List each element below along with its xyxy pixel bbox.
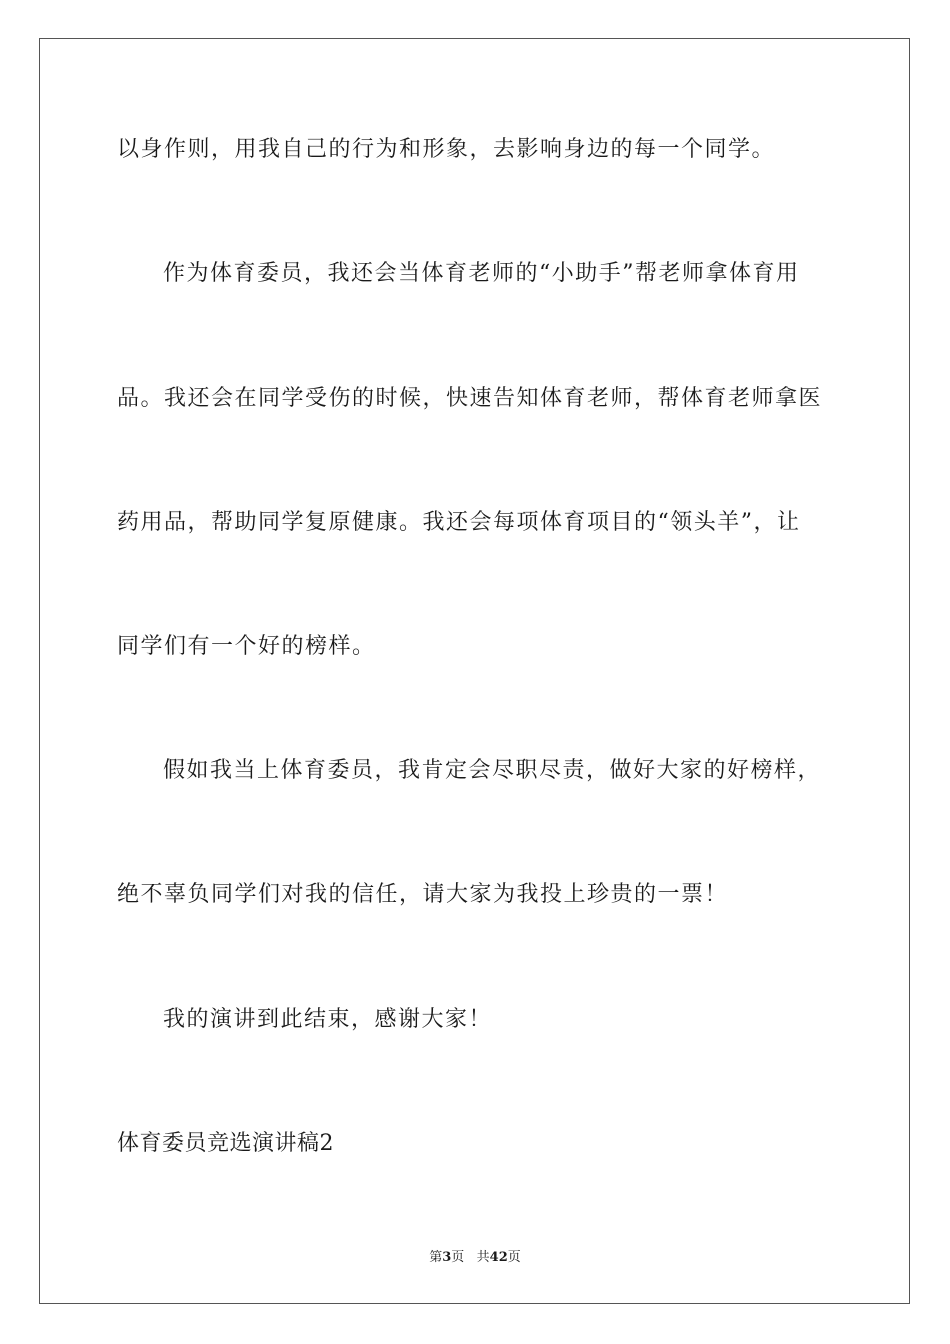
body-line-7: 绝不辜负同学们对我的信任，请大家为我投上珍贵的一票！ (117, 882, 729, 907)
body-line-5: 同学们有一个好的榜样。 (117, 634, 376, 659)
footer-middle: 页 共 (451, 1250, 490, 1265)
body-line-2: 作为体育委员，我还会当体育老师的“小助手”帮老师拿体育用 (163, 261, 800, 286)
total-pages-number: 42 (489, 1250, 508, 1265)
page-border (39, 38, 910, 1304)
body-line-8: 我的演讲到此结束，感谢大家！ (163, 1007, 493, 1032)
body-line-6: 假如我当上体育委员，我肯定会尽职尽责，做好大家的好榜样， (163, 758, 822, 783)
body-line-4: 药用品，帮助同学复原健康。我还会每项体育项目的“领头羊”，让 (117, 510, 801, 535)
page-footer (0, 1249, 950, 1267)
body-line-3: 品。我还会在同学受伤的时候，快速告知体育老师，帮体育老师拿医 (117, 386, 823, 411)
body-line-1: 以身作则，用我自己的行为和形象，去影响身边的每一个同学。 (117, 137, 776, 162)
section-heading: 体育委员竞选演讲稿2 (117, 1131, 334, 1156)
footer-prefix: 第 (429, 1250, 443, 1265)
current-page-number: 3 (442, 1250, 452, 1265)
footer-suffix: 页 (507, 1250, 521, 1265)
